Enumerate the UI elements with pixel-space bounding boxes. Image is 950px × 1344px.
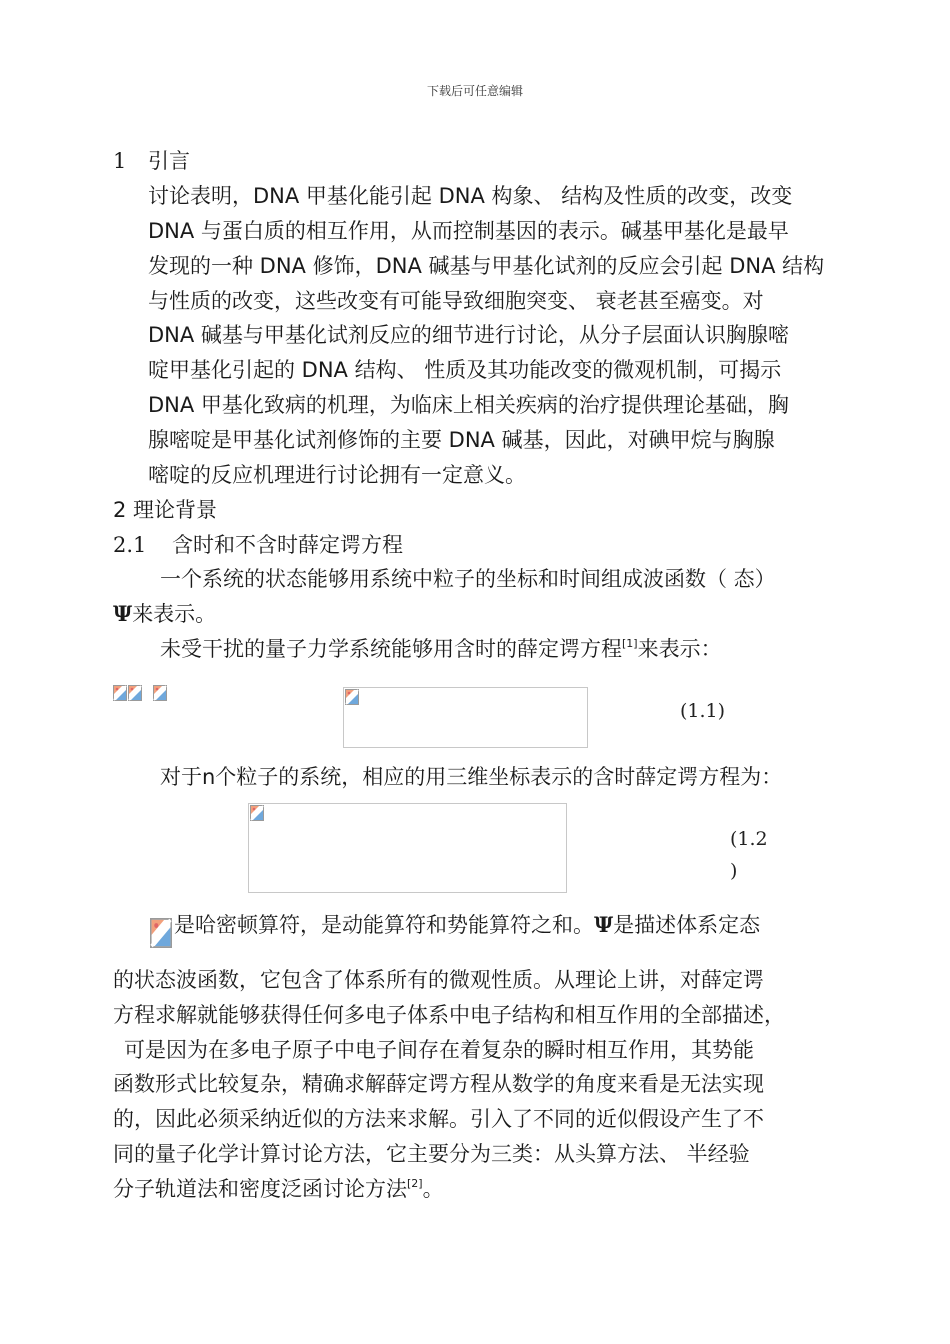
paragraph-line (160, 632, 722, 666)
page-header: 下载后可任意编辑 (426, 84, 523, 98)
broken-image-icon (345, 689, 359, 705)
paragraph-line: DNA 甲基化致病的机理，为临床上相关疾病的治疗提供理论基础，胸 (148, 393, 789, 417)
paragraph-text: 是描述体系定态 (613, 913, 761, 937)
broken-image-icon (113, 685, 127, 701)
equation-image (248, 803, 567, 893)
equation-number: (1.1) (680, 700, 726, 722)
paragraph-line: DNA 与蛋白质的相互作用，从而控制基因的表示。碱基甲基化是最早 (148, 219, 789, 243)
paragraph-text: 分子轨道法和密度泛函讨论方法 (113, 1177, 407, 1201)
section-title: 引言 (148, 149, 190, 173)
paragraph-line: 嘧啶的反应机理进行讨论拥有一定意义。 (148, 463, 526, 487)
paragraph-line: 腺嘧啶是甲基化试剂修饰的主要 DNA 碱基，因此，对碘甲烷与胸腺 (148, 428, 775, 452)
subsection-title: 含时和不含时薛定谔方程 (172, 533, 403, 557)
paragraph-line: 的状态波函数，它包含了体系所有的微观性质。从理论上讲，对薛定谔 (113, 968, 764, 992)
paragraph-line (174, 908, 760, 942)
broken-image-icon (250, 805, 264, 821)
section-title: 2 理论背景 (113, 498, 218, 522)
paragraph-line: 一个系统的状态能够用系统中粒子的坐标和时间组成波函数（ 态） (160, 567, 776, 591)
paragraph-line: 可是因为在多电子原子中电子间存在着复杂的瞬时相互作用，其势能 (124, 1038, 754, 1062)
equation-image (343, 687, 588, 748)
broken-image-icon (150, 918, 172, 948)
paragraph-line: 同的量子化学计算讨论方法，它主要分为三类：从头算方法、 半经验 (113, 1142, 750, 1166)
equation-number: (1.2 (730, 828, 768, 850)
paragraph-line (113, 1172, 444, 1206)
broken-image-icon (153, 685, 167, 701)
paragraph-text: 未受干扰的量子力学系统能够用含时的薛定谔方程 (160, 637, 622, 661)
psi-symbol: Ψ (594, 912, 614, 937)
broken-image-icon (128, 685, 142, 701)
paragraph-text: 是哈密顿算符，是动能算符和势能算符之和。 (174, 913, 594, 937)
section-number: 1 (113, 149, 127, 173)
paragraph-text: 来表示： (637, 637, 722, 661)
paragraph-line: 对于n个粒子的系统，相应的用三维坐标表示的含时薛定谔方程为： (160, 765, 783, 789)
paragraph-text: 。 (422, 1177, 444, 1201)
citation-ref: [1] (622, 637, 638, 650)
paragraph-line: 函数形式比较复杂，精确求解薛定谔方程从数学的角度来看是无法实现 (113, 1072, 764, 1096)
paragraph-text: 来表示。 (132, 602, 217, 626)
equation-number: ) (730, 860, 738, 882)
paragraph-line: 啶甲基化引起的 DNA 结构、 性质及其功能改变的微观机制，可揭示 (148, 358, 782, 382)
paragraph-line: 的，因此必须采纳近似的方法来求解。引入了不同的近似假设产生了不 (113, 1107, 764, 1131)
paragraph-line: 讨论表明，DNA 甲基化能引起 DNA 构象、 结构及性质的改变，改变 (148, 184, 793, 208)
paragraph-line: 与性质的改变，这些改变有可能导致细胞突变、 衰老甚至癌变。对 (148, 289, 764, 313)
paragraph-line: 方程求解就能够获得任何多电子体系中电子结构和相互作用的全部描述， (113, 1003, 785, 1027)
paragraph-line: DNA 碱基与甲基化试剂反应的细节进行讨论，从分子层面认识胸腺嘧 (148, 323, 789, 347)
paragraph-line: 发现的一种 DNA 修饰，DNA 碱基与甲基化试剂的反应会引起 DNA 结构 (148, 254, 825, 278)
subsection-number: 2.1 (113, 533, 147, 557)
citation-ref: [2] (407, 1177, 423, 1190)
paragraph-line (113, 597, 216, 631)
psi-symbol: Ψ (113, 601, 133, 626)
